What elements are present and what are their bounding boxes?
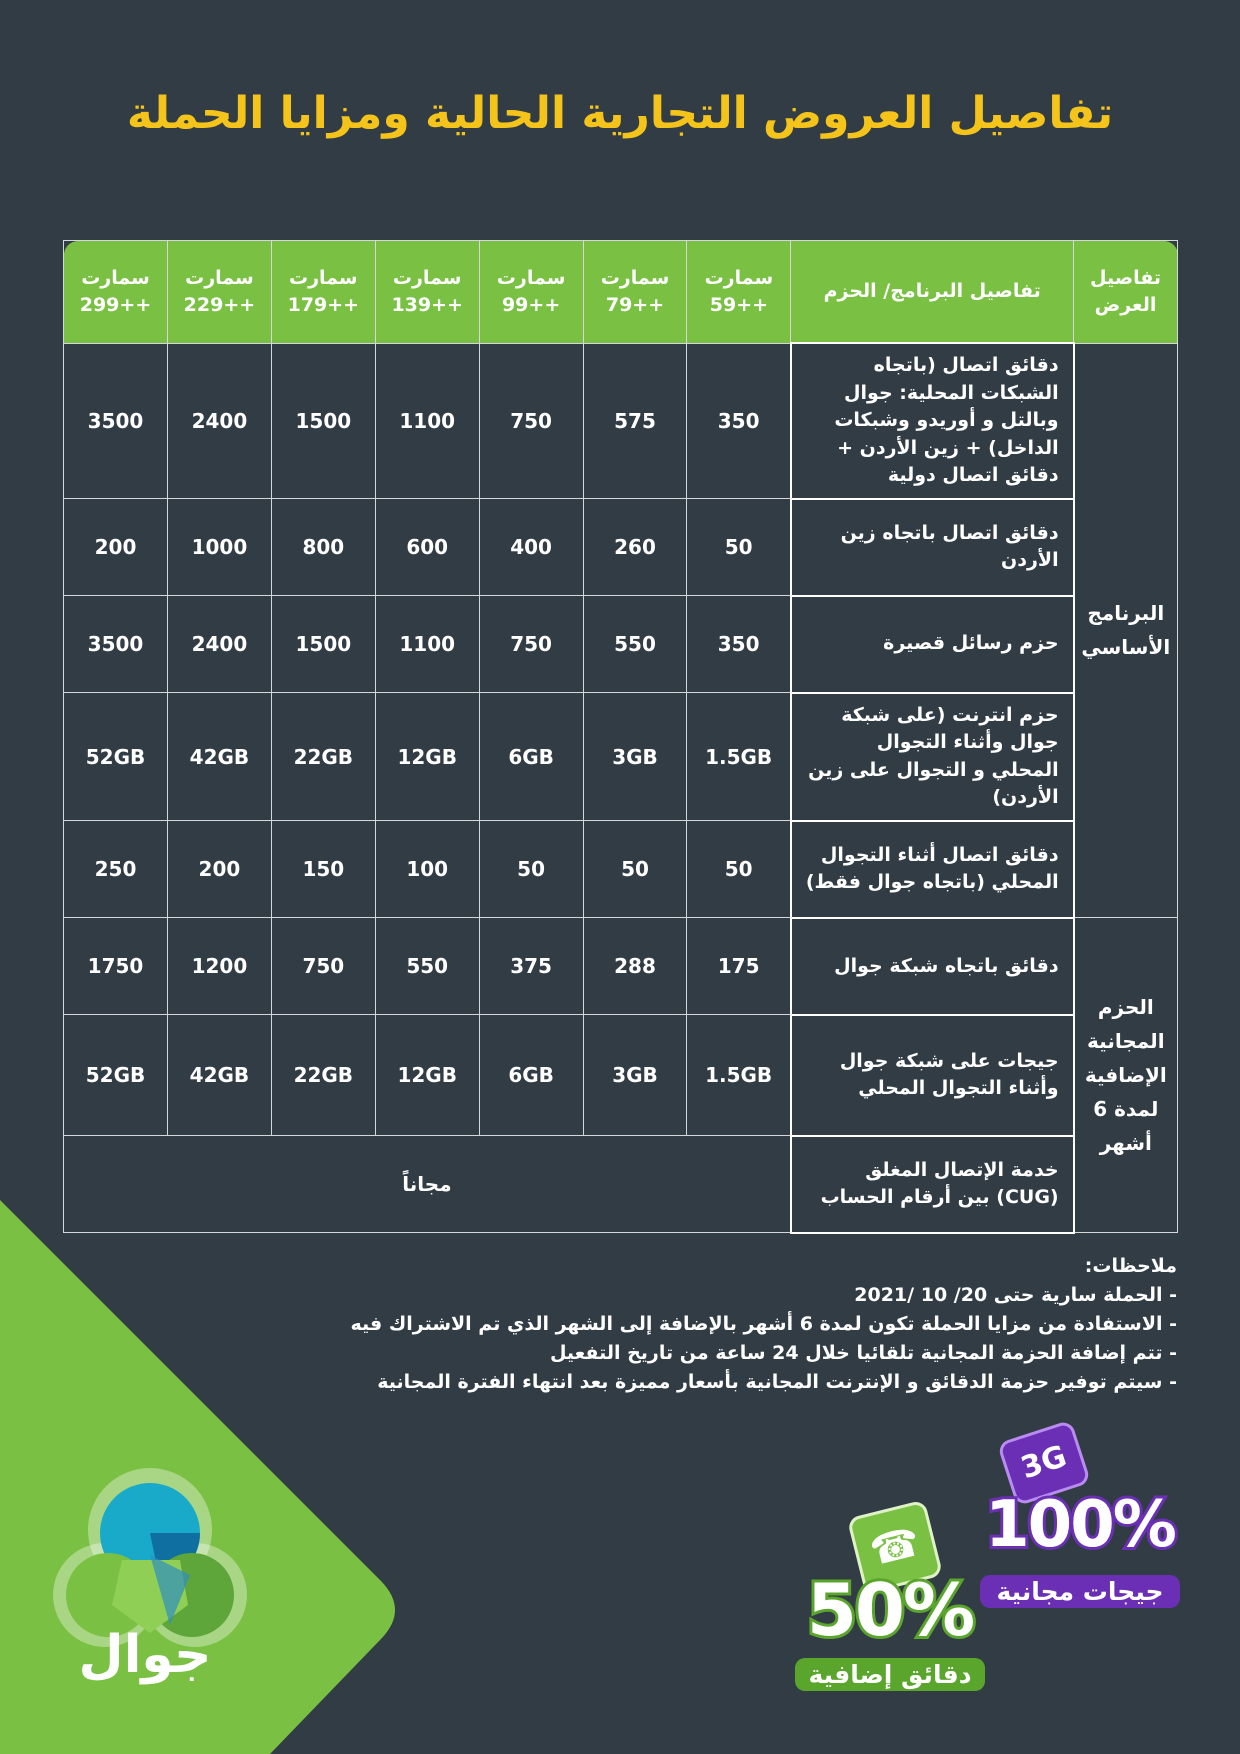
free-gigs-label: جيجات مجانية [980,1575,1180,1608]
cell-value: 250 [64,821,168,918]
note-item: - سيتم توفير حزمة الدقائق و الإنترنت المجانية بأسعار مميزة بعد انتهاء الفترة المجانية [277,1368,1177,1397]
cell-value: 1.5GB [687,1015,791,1136]
row-detail: خدمة الإتصال المغلق (CUG) بين أرقام الحساب [791,1136,1074,1233]
cell-value: 750 [479,343,583,499]
cell-value: 375 [479,918,583,1015]
cell-value: 3GB [583,693,687,821]
header-program-details: تفاصيل البرنامج/ الحزم [791,241,1074,344]
cell-value: 1.5GB [687,693,791,821]
cell-value: 3GB [583,1015,687,1136]
cell-value: 550 [375,918,479,1015]
table-row [64,343,1178,499]
notes-heading: ملاحظات: [1084,1255,1177,1277]
table-row [64,1015,1178,1136]
brand-name: جوال [78,1625,212,1685]
cell-value: 288 [583,918,687,1015]
row-detail: دقائق باتجاه شبكة جوال [791,918,1074,1015]
cell-value: 50 [687,821,791,918]
cell-value: 350 [687,343,791,499]
header-smart-299: سمارت ++299 [64,241,168,344]
cell-value: 1100 [375,343,479,499]
cell-value: 1100 [375,596,479,693]
percent-100-label: 100% [985,1488,1175,1562]
group-free-bundles: الحزم المجانية الإضافية لمدة 6 أشهر [1074,918,1178,1233]
group-basic-program: البرنامج الأساسي [1074,343,1178,918]
notes-list [277,1281,1177,1397]
cell-value: 3500 [64,343,168,499]
cell-value: 50 [687,499,791,596]
note-item: - الحملة سارية حتى 20/ 10 /2021 [277,1281,1177,1310]
header-smart-59: سمارت ++59 [687,241,791,344]
table-row [64,821,1178,918]
note-item: - تتم إضافة الحزمة المجانية تلقائيا خلال 24 ساعة من تاريخ التفعيل [277,1339,1177,1368]
cell-value: 42GB [167,1015,271,1136]
row-detail: جيجات على شبكة جوال وأثناء التجوال المحلي [791,1015,1074,1136]
cell-value: 3500 [64,596,168,693]
cell-value: 22GB [271,693,375,821]
cell-value: 600 [375,499,479,596]
cell-value: 1750 [64,918,168,1015]
3g-badge: 3G [997,1420,1092,1507]
cell-value: 750 [479,596,583,693]
cell-value: 750 [271,918,375,1015]
offers-table [63,240,1178,1234]
header-smart-179: سمارت ++179 [271,241,375,344]
table-row [64,1136,1178,1233]
cell-value: 1500 [271,596,375,693]
header-smart-99: سمارت ++99 [479,241,583,344]
header-offer-details: تفاصيل العرض [1074,241,1178,344]
cell-value: 52GB [64,1015,168,1136]
row-detail: حزم انترنت (على شبكة جوال وأثناء التجوال المحلي و التجوال على زين الأردن) [791,693,1074,821]
notes-section [277,1252,1177,1397]
table-header-row [64,241,1178,344]
cell-value: 52GB [64,693,168,821]
cell-value: 1000 [167,499,271,596]
cell-value: 1200 [167,918,271,1015]
phone-icon: ☎ [847,1499,943,1594]
cell-value: 200 [167,821,271,918]
cell-value: 1500 [271,343,375,499]
percent-50-label: 50% [806,1568,974,1652]
table-row [64,499,1178,596]
cell-value: 42GB [167,693,271,821]
cell-value: 800 [271,499,375,596]
cell-value: 200 [64,499,168,596]
table-row [64,693,1178,821]
cell-value: 6GB [479,1015,583,1136]
header-smart-229: سمارت ++229 [167,241,271,344]
note-item: - الاستفادة من مزايا الحملة تكون لمدة 6 أشهر بالإضافة إلى الشهر الذي تم الاشتراك فيه [277,1310,1177,1339]
cell-value: 175 [687,918,791,1015]
cell-value: 400 [479,499,583,596]
cell-value: 2400 [167,343,271,499]
cell-value: 50 [479,821,583,918]
cell-value: 350 [687,596,791,693]
row-detail: حزم رسائل قصيرة [791,596,1074,693]
cell-value: 100 [375,821,479,918]
cell-value: 575 [583,343,687,499]
cell-value: 12GB [375,693,479,821]
free-value-cell: مجاناً [64,1136,791,1233]
cell-value: 150 [271,821,375,918]
cell-value: 22GB [271,1015,375,1136]
cell-value: 50 [583,821,687,918]
row-detail: دقائق اتصال باتجاه زين الأردن [791,499,1074,596]
cell-value: 550 [583,596,687,693]
table-row [64,596,1178,693]
extra-minutes-label: دقائق إضافية [795,1658,985,1691]
cell-value: 12GB [375,1015,479,1136]
table-row [64,918,1178,1015]
header-smart-79: سمارت ++79 [583,241,687,344]
row-detail: دقائق اتصال (باتجاه الشبكات المحلية: جوال وبالتل و أوريدو وشبكات الداخل) + زين الأردن + دقائق اتصال دولية [791,343,1074,499]
cell-value: 260 [583,499,687,596]
header-smart-139: سمارت ++139 [375,241,479,344]
cell-value: 2400 [167,596,271,693]
cell-value: 6GB [479,693,583,821]
row-detail: دقائق اتصال أثناء التجوال المحلي (باتجاه جوال فقط) [791,821,1074,918]
page-title: تفاصيل العروض التجارية الحالية ومزايا الحملة [126,88,1114,139]
